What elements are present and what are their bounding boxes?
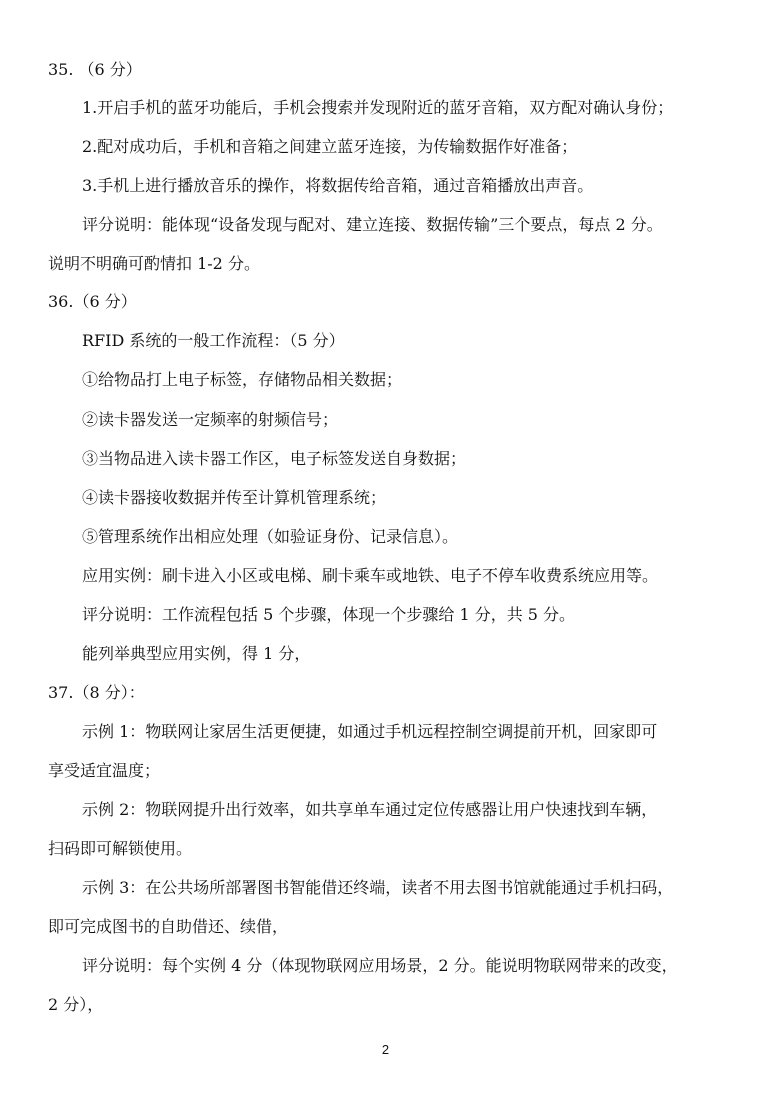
page-number: 2 xyxy=(381,1042,390,1057)
q35-scoring-note-cont: 说明不明确可酌情扣 1-2 分。 xyxy=(48,254,260,273)
q36-step-2: ②读卡器发送一定频率的射频信号； xyxy=(82,410,339,429)
q37-example-3: 示例 3：在公共场所部署图书智能借还终端，读者不用去图书馆就能通过手机扫码， xyxy=(82,878,674,897)
q35-point-3: 3.手机上进行播放音乐的操作，将数据传给音箱，通过音箱播放出声音。 xyxy=(82,176,594,195)
q35-scoring-note: 评分说明：能体现“设备发现与配对、建立连接、数据传输”三个要点，每点 2 分。 xyxy=(82,215,663,234)
q36-scoring-note-2: 能列举典型应用实例，得 1 分， xyxy=(82,644,311,663)
q37-scoring-note-cont: 2 分）， xyxy=(48,995,104,1014)
q37-example-2-cont: 扫码即可解锁使用。 xyxy=(48,839,193,858)
q35-heading: 35. （6 分） xyxy=(48,60,142,79)
q37-heading: 37.（8 分）： xyxy=(48,683,145,702)
q36-step-1: ①给物品打上电子标签，存储物品相关数据； xyxy=(82,370,403,389)
q36-heading: 36.（6 分） xyxy=(48,292,137,311)
q36-step-4: ④读卡器接收数据并传至计算机管理系统； xyxy=(82,488,387,507)
q36-step-3: ③当物品进入读卡器工作区，电子标签发送自身数据； xyxy=(82,449,467,468)
q36-scoring-note: 评分说明：工作流程包括 5 个步骤，体现一个步骤给 1 分，共 5 分。 xyxy=(82,605,576,624)
q36-intro: RFID 系统的一般工作流程：（5 分） xyxy=(82,331,345,350)
q37-example-3-cont: 即可完成图书的自助借还、续借， xyxy=(48,917,289,936)
q37-example-1-cont: 享受适宜温度； xyxy=(48,761,161,780)
q36-application-example: 应用实例：刷卡进入小区或电梯、刷卡乘车或地铁、电子不停车收费系统应用等。 xyxy=(82,566,659,585)
q35-point-1: 1.开启手机的蓝牙功能后，手机会搜索并发现附近的蓝牙音箱，双方配对确认身份； xyxy=(82,98,674,117)
q37-example-2: 示例 2：物联网提升出行效率，如共享单车通过定位传感器让用户快速找到车辆， xyxy=(82,800,658,819)
q36-step-5: ⑤管理系统作出相应处理（如验证身份、记录信息）。 xyxy=(82,527,459,546)
q35-point-2: 2.配对成功后，手机和音箱之间建立蓝牙连接，为传输数据作好准备； xyxy=(82,137,578,156)
q37-example-1: 示例 1：物联网让家居生活更便捷，如通过手机远程控制空调提前开机，回家即可 xyxy=(82,722,658,741)
q37-scoring-note: 评分说明：每个实例 4 分（体现物联网应用场景，2 分。能说明物联网带来的改变， xyxy=(82,956,678,975)
